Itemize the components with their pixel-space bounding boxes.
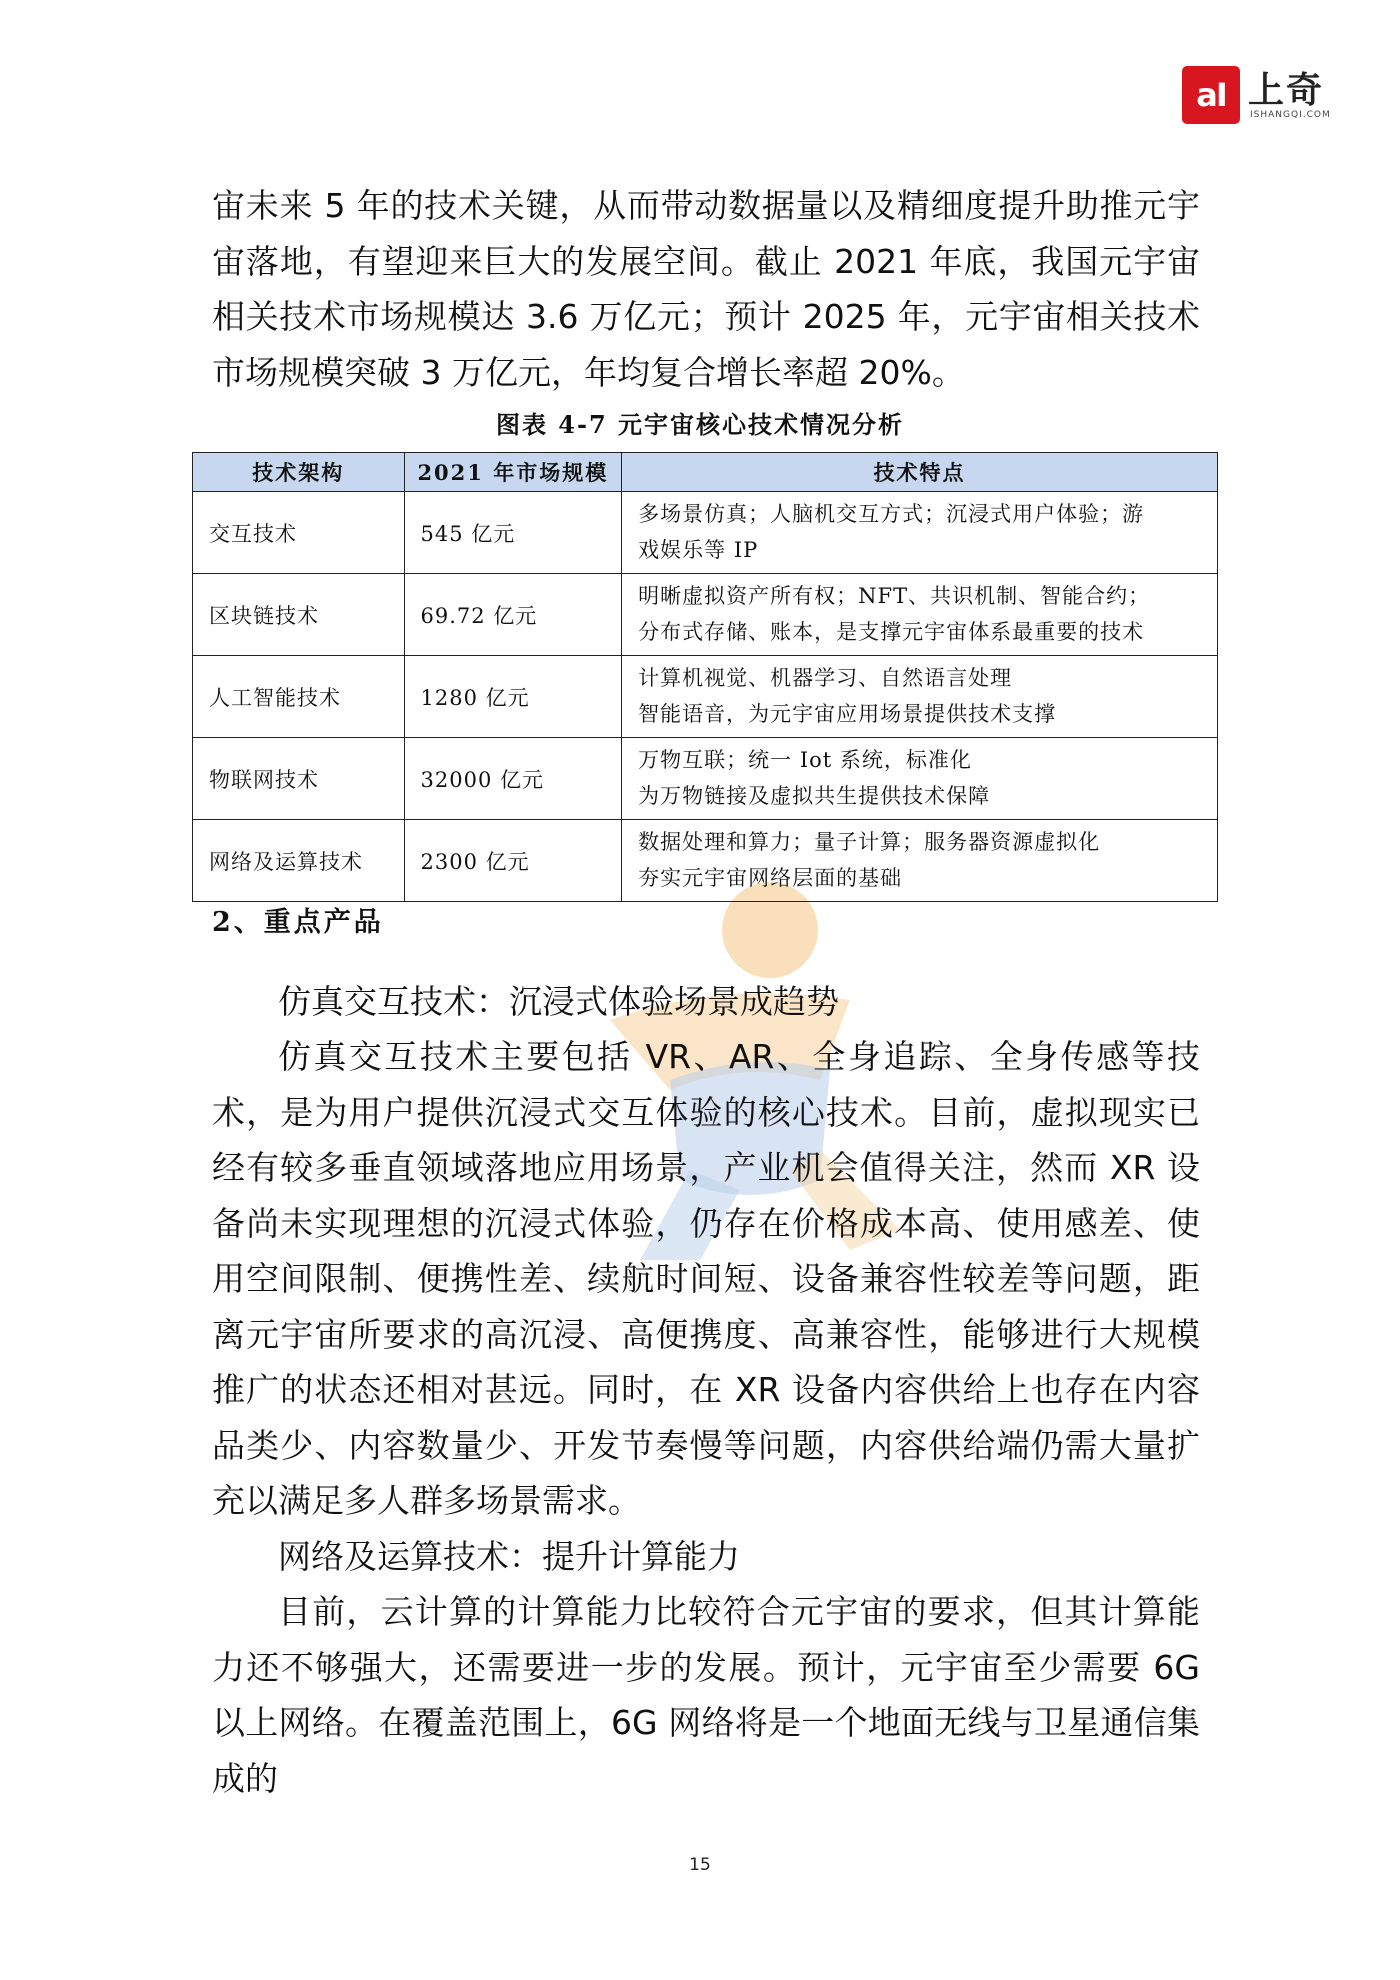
cell-size: 545 亿元 xyxy=(404,492,622,574)
feature-line: 戏娱乐等 IP xyxy=(638,538,759,562)
feature-line: 智能语音，为元宇宙应用场景提供技术支撑 xyxy=(638,702,1057,726)
table-row xyxy=(193,656,1218,738)
cell-feature xyxy=(622,738,1218,820)
feature-line: 明晰虚拟资产所有权；NFT、共识机制、智能合约； xyxy=(638,584,1151,608)
logo-name: 上奇 xyxy=(1248,70,1325,111)
cell-feature xyxy=(622,656,1218,738)
paragraph-network: 目前，云计算的计算能力比较符合元宇宙的要求，但其计算能力还不够强大，还需要进一步的发展。预计，元宇宙至少需要 6G 以上网络。在覆盖范围上，6G 网络将是一个地面无线与卫星通信集成的 xyxy=(212,1592,1200,1798)
col-header-feature: 技术特点 xyxy=(622,453,1218,492)
cell-size: 69.72 亿元 xyxy=(404,574,622,656)
table-header-row xyxy=(193,453,1218,492)
table-row xyxy=(193,492,1218,574)
section-heading: 2、重点产品 xyxy=(212,907,384,938)
subheading-network: 网络及运算技术：提升计算能力 xyxy=(278,1537,740,1576)
cell-tech: 人工智能技术 xyxy=(193,656,405,738)
page-number: 15 xyxy=(689,1855,711,1875)
cell-size: 1280 亿元 xyxy=(404,656,622,738)
intro-paragraph: 宙未来 5 年的技术关键，从而带动数据量以及精细度提升助推元宇宙落地，有望迎来巨大的发展空间。截止 2021 年底，我国元宇宙相关技术市场规模达 3.6 万亿元；预计 2025 年，元宇宙相关技术市场规模突破 3 万亿元，年均复合增长率超 20%。 xyxy=(212,186,1200,392)
table-caption: 图表 4-7 元宇宙核心技术情况分析 xyxy=(495,410,905,439)
logo-mark: aI xyxy=(1182,66,1240,124)
table-row xyxy=(193,574,1218,656)
cell-feature xyxy=(622,574,1218,656)
col-header-size: 2021 年市场规模 xyxy=(404,453,622,492)
feature-line: 夯实元宇宙网络层面的基础 xyxy=(638,866,903,890)
feature-line: 多场景仿真；人脑机交互方式；沉浸式用户体验；游 xyxy=(638,502,1145,526)
table-row xyxy=(193,738,1218,820)
company-logo xyxy=(1182,62,1342,126)
cell-tech: 网络及运算技术 xyxy=(193,820,405,902)
feature-line: 万物互联；统一 Iot 系统，标准化 xyxy=(638,748,972,772)
cell-feature xyxy=(622,492,1218,574)
cell-tech: 交互技术 xyxy=(193,492,405,574)
tech-table xyxy=(192,452,1218,902)
cell-feature xyxy=(622,820,1218,902)
cell-tech: 物联网技术 xyxy=(193,738,405,820)
feature-line: 数据处理和算力；量子计算；服务器资源虚拟化 xyxy=(638,830,1101,854)
col-header-arch: 技术架构 xyxy=(193,453,405,492)
cell-tech: 区块链技术 xyxy=(193,574,405,656)
feature-line: 分布式存储、账本，是支撑元宇宙体系最重要的技术 xyxy=(638,620,1145,644)
cell-size: 32000 亿元 xyxy=(404,738,622,820)
logo-domain: ISHANGQI.COM xyxy=(1250,110,1331,120)
cell-size: 2300 亿元 xyxy=(404,820,622,902)
feature-line: 计算机视觉、机器学习、自然语言处理 xyxy=(638,666,1013,690)
table-row xyxy=(193,820,1218,902)
paragraph-simulation: 仿真交互技术主要包括 VR、AR、全身追踪、全身传感等技术，是为用户提供沉浸式交互体验的核心技术。目前，虚拟现实已经有较多垂直领域落地应用场景，产业机会值得关注，然而 XR 设备尚未实现理想的沉浸式体验，仍存在价格成本高、使用感差、使用空间限制、便携性差、续航时间短、设备兼容性较差等问题，距离元宇宙所要求的高沉浸、高便携度、高兼容性，能够进行大规模推广的状态还相对甚远。同时，在 XR 设备内容供给上也存在内容品类少、内容数量少、开发节奏慢等问题，内容供给端仍需大量扩充以满足多人群多场景需求。 xyxy=(212,1037,1200,1520)
feature-line: 为万物链接及虚拟共生提供技术保障 xyxy=(638,784,991,808)
subheading-simulation: 仿真交互技术：沉浸式体验场景成趋势 xyxy=(278,982,839,1021)
